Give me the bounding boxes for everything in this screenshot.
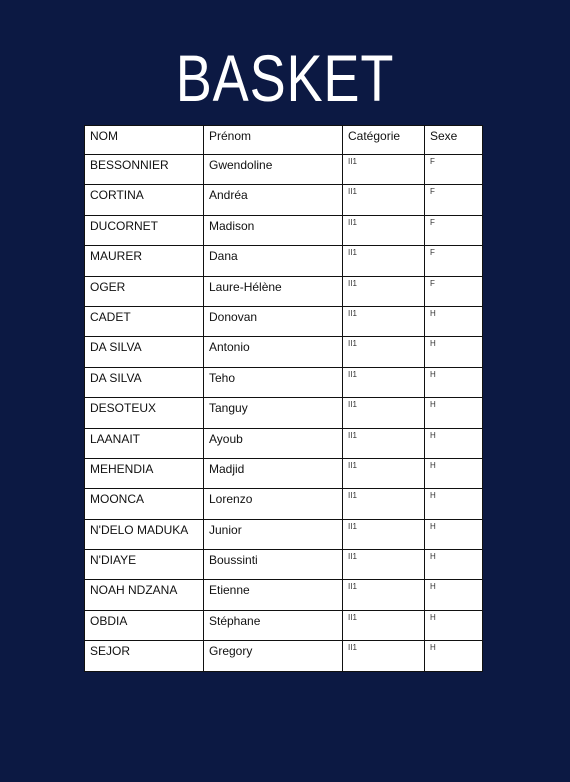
cell-categorie: II1	[343, 458, 425, 488]
table-row	[85, 398, 483, 428]
cell-prenom: Gwendoline	[204, 155, 343, 185]
cell-sexe: F	[425, 185, 483, 215]
cell-nom: CORTINA	[85, 185, 204, 215]
column-header-nom: NOM	[85, 126, 204, 155]
cell-prenom: Boussinti	[204, 550, 343, 580]
cell-sexe: F	[425, 246, 483, 276]
cell-prenom: Antonio	[204, 337, 343, 367]
cell-categorie: II1	[343, 610, 425, 640]
cell-prenom: Andréa	[204, 185, 343, 215]
cell-sexe: H	[425, 489, 483, 519]
table-row	[85, 580, 483, 610]
cell-prenom: Ayoub	[204, 428, 343, 458]
cell-prenom: Gregory	[204, 641, 343, 671]
cell-nom: DA SILVA	[85, 337, 204, 367]
cell-sexe: F	[425, 215, 483, 245]
cell-categorie: II1	[343, 367, 425, 397]
cell-prenom: Stéphane	[204, 610, 343, 640]
cell-nom: BESSONNIER	[85, 155, 204, 185]
cell-categorie: II1	[343, 641, 425, 671]
cell-sexe: H	[425, 306, 483, 336]
table-row	[85, 306, 483, 336]
table-row	[85, 367, 483, 397]
roster-table	[84, 125, 483, 672]
table-row	[85, 458, 483, 488]
cell-categorie: II1	[343, 276, 425, 306]
cell-categorie: II1	[343, 489, 425, 519]
column-header-categorie: Catégorie	[343, 126, 425, 155]
table-row	[85, 155, 483, 185]
table-row	[85, 185, 483, 215]
table-row	[85, 519, 483, 549]
cell-nom: DUCORNET	[85, 215, 204, 245]
page-title: BASKET	[175, 41, 395, 115]
cell-categorie: II1	[343, 215, 425, 245]
cell-nom: SEJOR	[85, 641, 204, 671]
cell-prenom: Madjid	[204, 458, 343, 488]
cell-sexe: H	[425, 337, 483, 367]
column-header-sexe: Sexe	[425, 126, 483, 155]
cell-sexe: H	[425, 367, 483, 397]
cell-sexe: F	[425, 276, 483, 306]
cell-sexe: F	[425, 155, 483, 185]
cell-nom: DA SILVA	[85, 367, 204, 397]
cell-categorie: II1	[343, 580, 425, 610]
cell-categorie: II1	[343, 550, 425, 580]
table-header-row	[85, 126, 483, 155]
cell-nom: MOONCA	[85, 489, 204, 519]
cell-prenom: Madison	[204, 215, 343, 245]
cell-nom: OBDIA	[85, 610, 204, 640]
cell-prenom: Tanguy	[204, 398, 343, 428]
cell-categorie: II1	[343, 246, 425, 276]
cell-prenom: Lorenzo	[204, 489, 343, 519]
table-row	[85, 489, 483, 519]
table-row	[85, 610, 483, 640]
cell-sexe: H	[425, 610, 483, 640]
cell-sexe: H	[425, 428, 483, 458]
cell-sexe: H	[425, 519, 483, 549]
cell-categorie: II1	[343, 337, 425, 367]
table-row	[85, 641, 483, 671]
cell-prenom: Teho	[204, 367, 343, 397]
cell-prenom: Dana	[204, 246, 343, 276]
cell-nom: N'DELO MADUKA	[85, 519, 204, 549]
cell-categorie: II1	[343, 185, 425, 215]
cell-categorie: II1	[343, 155, 425, 185]
cell-sexe: H	[425, 580, 483, 610]
cell-categorie: II1	[343, 428, 425, 458]
cell-nom: DESOTEUX	[85, 398, 204, 428]
cell-nom: MEHENDIA	[85, 458, 204, 488]
cell-sexe: H	[425, 550, 483, 580]
cell-nom: CADET	[85, 306, 204, 336]
cell-prenom: Etienne	[204, 580, 343, 610]
cell-categorie: II1	[343, 398, 425, 428]
table-row	[85, 246, 483, 276]
cell-prenom: Laure-Hélène	[204, 276, 343, 306]
cell-sexe: H	[425, 458, 483, 488]
column-header-prenom: Prénom	[204, 126, 343, 155]
table-row	[85, 428, 483, 458]
cell-nom: MAURER	[85, 246, 204, 276]
cell-nom: LAANAIT	[85, 428, 204, 458]
table-row	[85, 276, 483, 306]
table-row	[85, 550, 483, 580]
table-row	[85, 215, 483, 245]
table-row	[85, 337, 483, 367]
cell-nom: NOAH NDZANA	[85, 580, 204, 610]
cell-sexe: H	[425, 641, 483, 671]
cell-categorie: II1	[343, 306, 425, 336]
cell-categorie: II1	[343, 519, 425, 549]
cell-nom: N'DIAYE	[85, 550, 204, 580]
cell-nom: OGER	[85, 276, 204, 306]
cell-sexe: H	[425, 398, 483, 428]
cell-prenom: Donovan	[204, 306, 343, 336]
cell-prenom: Junior	[204, 519, 343, 549]
